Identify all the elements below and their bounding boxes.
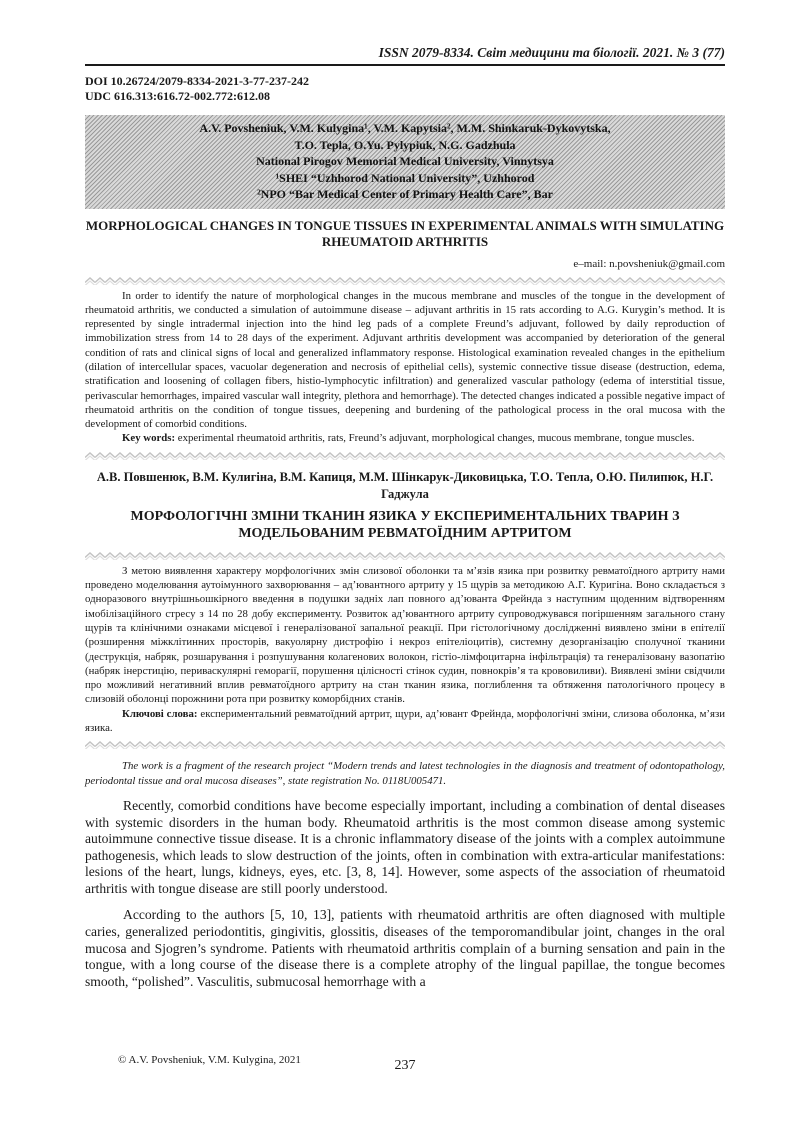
udc-line: UDC 616.313:616.72-002.772:612.08: [85, 89, 270, 103]
authors-line-2: T.O. Tepla, O.Yu. Pylypiuk, N.G. Gadzhula: [294, 137, 516, 152]
body-paragraph-1: Recently, comorbid conditions have become especially important, including a combination of dental diseases with systemic disorders in the human body. Rheumatoid arthritis is the most common disease among systemic autoimmune connective tissue disease. It is a chronic inflammatory disease of the joints with a complex autoimmune pathogenesis, which leads to slow destruction of the joints, often in combination with extra-articular manifestations: lesions of the heart, lungs, kidneys, eyes, etc. [3, 8, 14]. However, some aspects of the association of rheumatoid arthritis with tongue disease are still poorly understood.: [85, 797, 725, 896]
header-rule: [85, 64, 725, 66]
abstract-ua: З метою виявлення характеру морфологічних змін слизової оболонки та м’язів язика при розвитку ревматоїдного артриту нами проведено моделювання аутоімунного захворювання – ад’ювантного артриту у 15 щурів за методикою А.Г. Куригіна. Воно складається з одноразового внутрішньошкірного введення в подушки задніх лап повного ад’юванта Фрейнда з наступним щоденним відтворенням імобілізаційного стресу з 14 по 28 добу експерименту. Розвиток ад’ювантного артриту супроводжувався погіршенням загального стану щурів та клінічними ознаками місцевої і генералізованої запальної реакції. При гістологічному дослідженні виявлено зміни в епітелії (розширення міжклітинних просторів, вакуолярну дистрофію і некроз епітеліоцитів), системну дезорганізацію сполучної тканини (деструкція, набряк, розшарування і розпушування колагенових волокон, гістіо-лімфоцитарна інфільтрація) та генералізовану вазопатію (набряк інерстицію, периваскулярні геморагії, порушення цілісності стінок судин, повнокрів’я та крововиливи). Виявлені зміни свідчили про можливий негативний вплив ревматоїдного артриту на стан тканин язика, поглиблення та обтяження патологічного процесу в слизовій оболонці порожнини рота при розвитку коморбідних станів.: [85, 564, 725, 706]
affiliation-line-1: National Pirogov Memorial Medical University, Vinnytsya: [256, 154, 554, 168]
author-email: e–mail: n.povsheniuk@gmail.com: [573, 257, 725, 270]
keywords-ua: [85, 707, 725, 736]
page-number: 237: [394, 1058, 416, 1073]
affiliation-line-2: ¹SHEI “Uzhhorod National University”, Uzhhorod: [275, 170, 535, 185]
authors-block-en: [85, 115, 725, 209]
zigzag-divider: [85, 276, 725, 286]
article-title-ua: МОРФОЛОГІЧНІ ЗМІНИ ТКАНИН ЯЗИКА У ЕКСПЕРИМЕНТАЛЬНИХ ТВАРИН З МОДЕЛЬОВАНИМ РЕВМАТОЇДНИМ АРТРИТОМ: [130, 508, 680, 542]
funding-note: The work is a fragment of the research project “Modern trends and latest technologies in the diagnosis and treatment of odontopathology, periodontal tissue and oral mucosa diseases”, state registration No. 0118U005471.: [85, 760, 725, 787]
keywords-ua-text: експериментальний ревматоїдний артрит, щури, ад’ювант Фрейнда, морфологічні зміни, слизова оболонка, м’язи язика.: [85, 707, 726, 735]
page-footer: [85, 1052, 725, 1076]
keywords-en-text: experimental rheumatoid arthritis, rats, Freund’s adjuvant, morphological changes, mucous membrane, tongue muscles.: [177, 432, 695, 445]
keywords-ua-label: Ключові слова:: [122, 707, 198, 720]
authors-ua: А.В. Повшенюк, В.М. Кулигіна, В.М. Капиця, М.М. Шінкарук-Диковицька, Т.О. Тепла, О.Ю. Пилипюк, Н.Г. Гаджула: [96, 469, 714, 501]
abstract-en: In order to identify the nature of morphological changes in the mucous membrane and muscles of the tongue in the development of rheumatoid arthritis, we conducted a simulation of autoimmune disease – adjuvant arthritis in 15 rats according to A.G. Kurygin’s method. It is represented by single intradermal injection into the hind leg pads of a complete Freund’s adjuvant, followed by daily reproduction of immobilization stress from 14 to 28 days of the experiment. Adjuvant arthritis development was accompanied by deterioration of the general condition of rats and clinical signs of local and generalized inflammatory response. Histological examination revealed changes in the epithelium (dilation of intercellular spaces, vacuolar degeneration and necrosis of epithelial cells), systemic connective tissue disease (destruction, edema, stratification and loosening of collagen fibers, histio-lymphocytic infiltration) and generalized vascular pathology (edema of interstitial tissue, perivascular hemorrhages, impaired vascular wall integrity, plethora and hemorrhage). The detected changes indicated a possible negative impact of rheumatoid arthritis on the condition of tongue tissues, deepening and burdening of the pathological process in the oral mucosa with the development of comorbid conditions.: [85, 289, 725, 431]
doi-line: DOI 10.26724/2079-8334-2021-3-77-237-242: [85, 74, 309, 88]
keywords-en-label: Key words:: [122, 432, 176, 445]
copyright-line: © A.V. Povsheniuk, V.M. Kulygina, 2021: [118, 1054, 301, 1066]
body-paragraph-2: According to the authors [5, 10, 13], patients with rheumatoid arthritis are often diagnosed with multiple caries, generalized periodontitis, gingivitis, glossitis, diseases of the temporomandibular joint, changes in the oral mucosa and Sjogren’s syndrome. Patients with rheumatoid arthritis complain of a burning sensation and pain in the tongue, with a long course of the disease there is a complete atrophy of the lingual papillae, the tongue becomes smooth, “polished”. Vasculitis, submucosal hemorrhage with a: [85, 907, 725, 989]
affiliation-line-3: ²NPO “Bar Medical Center of Primary Health Care”, Bar: [257, 187, 553, 201]
journal-issn-header: ISSN 2079-8334. Світ медицини та біології. 2021. № 3 (77): [378, 45, 725, 60]
keywords-en: [85, 431, 725, 445]
authors-line-1: A.V. Povsheniuk, V.M. Kulygina¹, V.M. Kapytsia², M.M. Shinkaruk-Dykovytska,: [199, 121, 611, 135]
zigzag-divider: [85, 451, 725, 461]
zigzag-divider: [85, 740, 725, 750]
article-title-en: MORPHOLOGICAL CHANGES IN TONGUE TISSUES IN EXPERIMENTAL ANIMALS WITH SIMULATING RHEUMATOID ARTHRITIS: [85, 217, 725, 249]
zigzag-divider: [85, 551, 725, 561]
